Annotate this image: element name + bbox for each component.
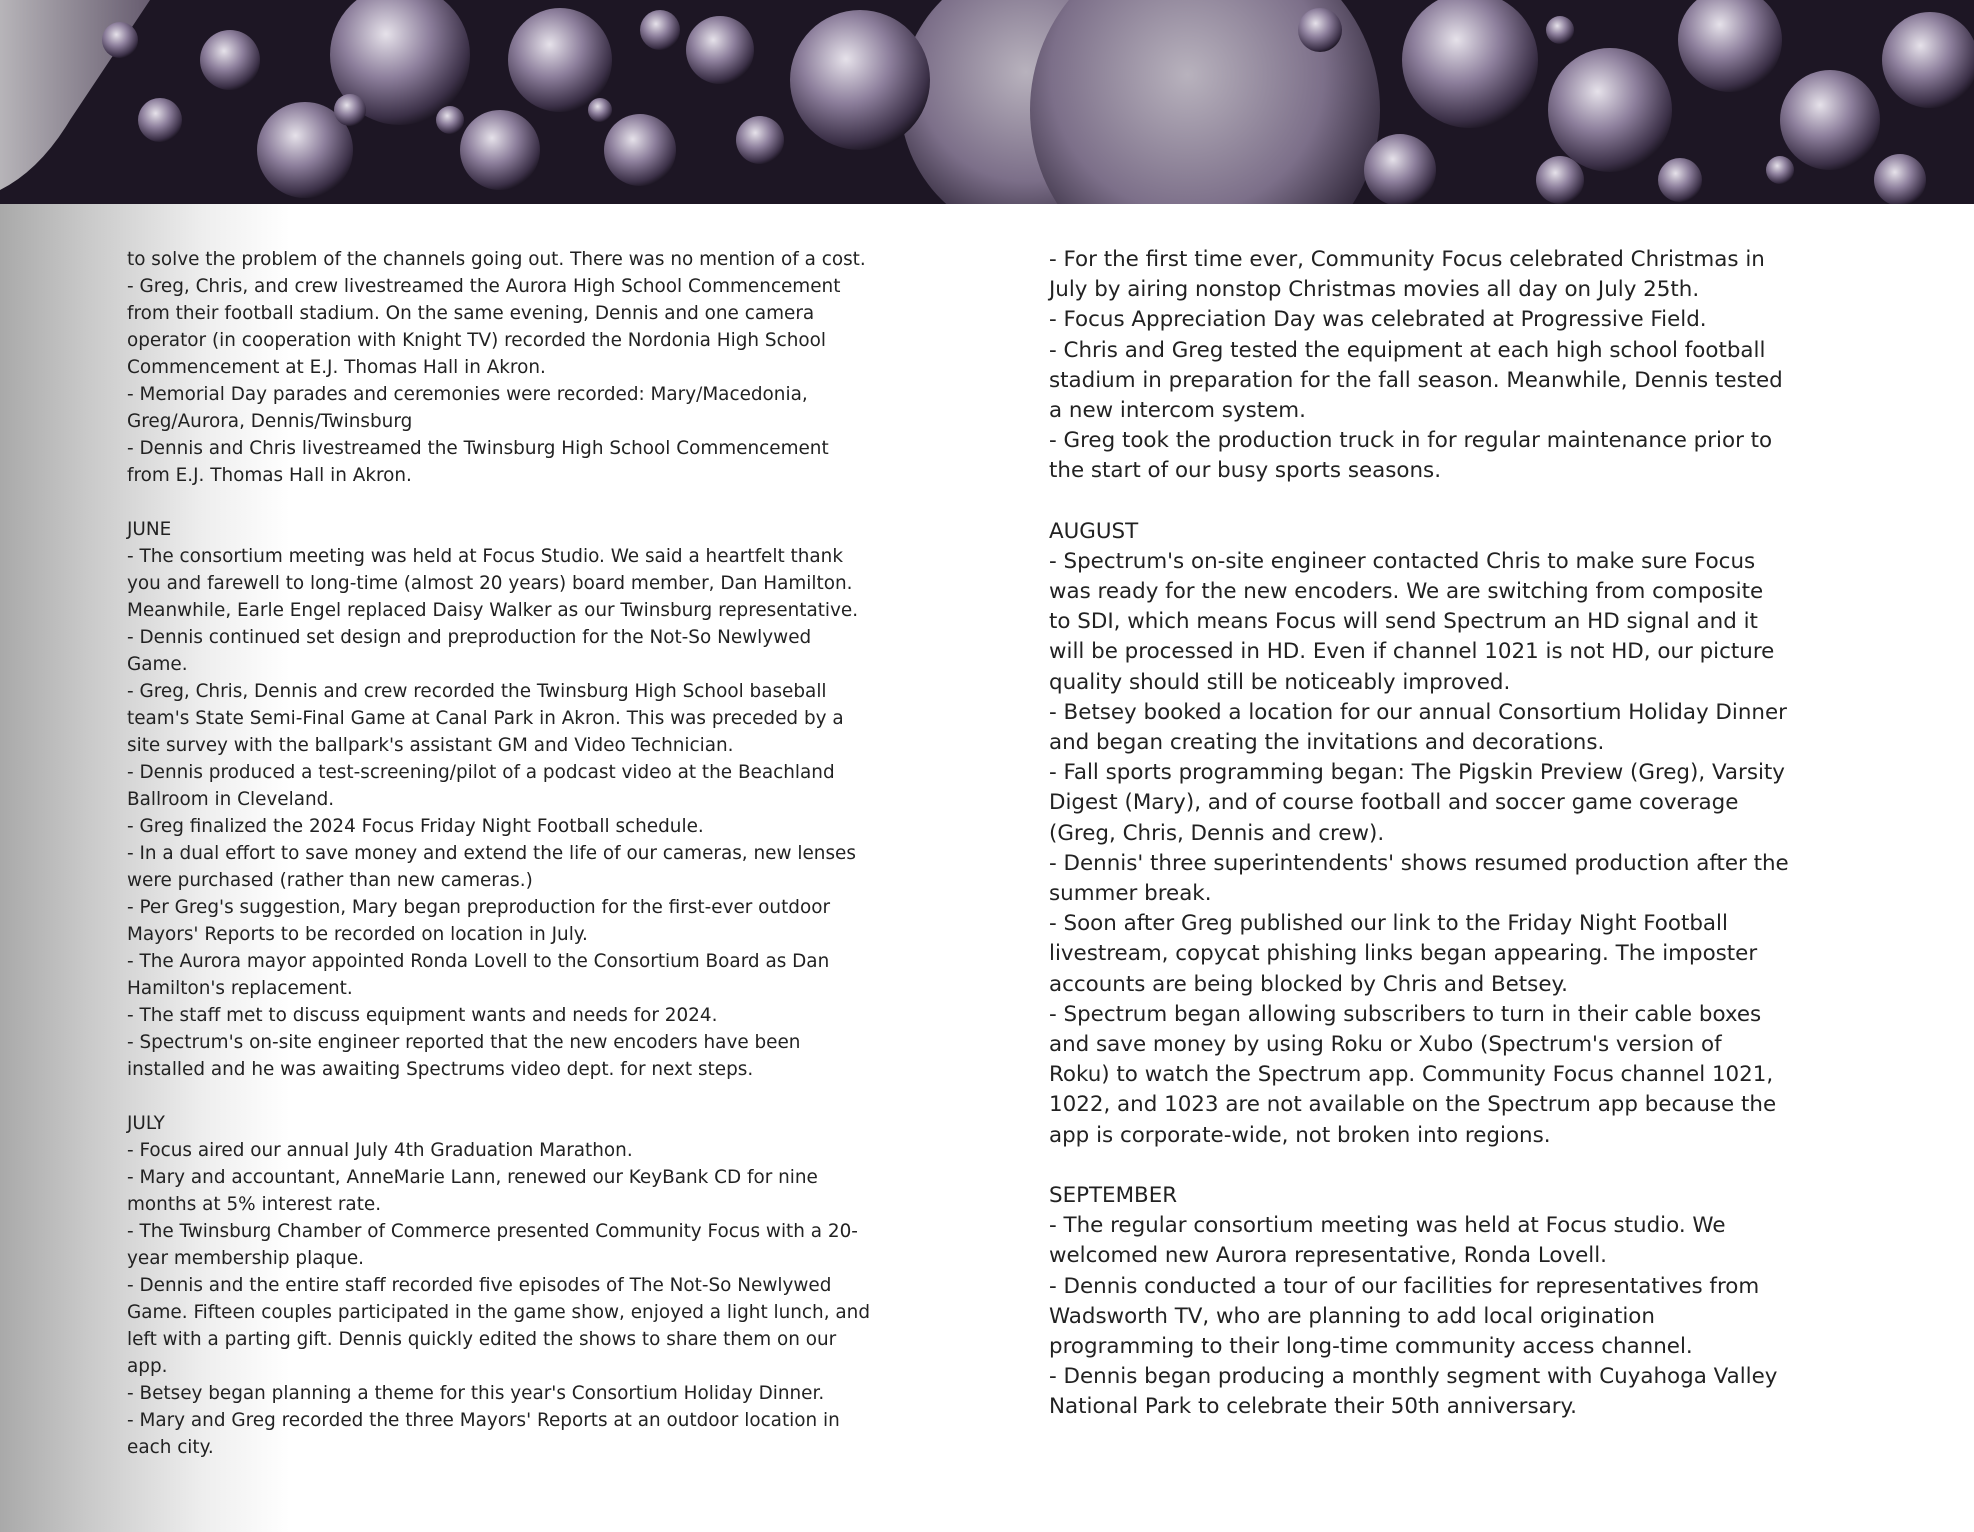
paragraph: - Betsey began planning a theme for this year's Consortium Holiday Dinner. [127,1383,825,1404]
month-heading-july: JULY [127,1113,165,1134]
left-column [127,246,872,1461]
month-heading-september: SEPTEMBER [1049,1182,1178,1208]
paragraph: - The regular consortium meeting was held at Focus studio. We welcomed new Aurora representative, Ronda Lovell. [1049,1213,1726,1269]
paragraph: - Greg, Chris, and crew livestreamed the Aurora High School Commencement from their football stadium. On the same evening, Dennis and one camera operator (in cooperation with Knight TV) recorded the Nordonia High School Commencement at E.J. Thomas Hall in Akron. [127,276,841,378]
paragraph: - Chris and Greg tested the equipment at each high school football stadium in preparation for the fall season. Meanwhile, Dennis tested a new intercom system. [1049,337,1783,424]
paragraph: - Dennis produced a test-screening/pilot of a podcast video at the Beachland Ballroom in Cleveland. [127,762,835,810]
header-banner-image [0,0,1974,204]
paragraph: - Dennis' three superintendents' shows resumed production after the summer break. [1049,850,1789,907]
paragraph: - In a dual effort to save money and extend the life of our cameras, new lenses were purchased (rather than new cameras.) [127,843,856,891]
paragraph: - Greg, Chris, Dennis and crew recorded the Twinsburg High School baseball team's State Semi-Final Game at Canal Park in Akron. This was preceded by a site survey with the ballpark's assistant GM and Video Technician. [127,681,844,756]
paragraph: - Greg took the production truck in for regular maintenance prior to the start of our busy sports seasons. [1049,428,1773,484]
paragraph: to solve the problem of the channels going out. There was no mention of a cost. [127,249,866,270]
paragraph: - Mary and Greg recorded the three Mayors' Reports at an outdoor location in each city. [127,1410,840,1458]
bubbles-photo [0,0,1974,204]
paragraph: - Betsey booked a location for our annual Consortium Holiday Dinner and began creating the invitations and decorations. [1049,699,1787,756]
paragraph: - Focus Appreciation Day was celebrated at Progressive Field. [1049,307,1707,333]
paragraph: - Dennis began producing a monthly segment with Cuyahoga Valley National Park to celebrate their 50th anniversary. [1049,1364,1778,1420]
paragraph: - Dennis and the entire staff recorded five episodes of The Not-So Newlywed Game. Fifteen couples participated in the game show, enjoyed a light lunch, and left with a parting gift. Dennis quickly edited the shows to share them on our app. [127,1275,870,1377]
paragraph: - The staff met to discuss equipment wants and needs for 2024. [127,1005,718,1026]
paragraph: - Spectrum began allowing subscribers to turn in their cable boxes and save money by using Roku or Xubo (Spectrum's version of Roku) to watch the Spectrum app. Community Focus channel 1021, 1022, and 1023 are not available on the Spectrum app because the app is corporate-wide, not broken into regions. [1049,1001,1777,1148]
month-heading-june: JUNE [127,519,172,540]
paragraph: - The consortium meeting was held at Focus Studio. We said a heartfelt thank you and farewell to long-time (almost 20 years) board member, Dan Hamilton. Meanwhile, Earle Engel replaced Daisy Walker as our Twinsburg representative. [127,546,859,621]
paragraph: - Mary and accountant, AnneMarie Lann, renewed our KeyBank CD for nine months at 5% interest rate. [127,1167,818,1215]
paragraph: - Soon after Greg published our link to the Friday Night Football livestream, copycat phishing links began appearing. The imposter accounts are being blocked by Chris and Betsey. [1049,911,1758,997]
paragraph: - Dennis and Chris livestreamed the Twinsburg High School Commencement from E.J. Thomas Hall in Akron. [127,438,829,486]
month-heading-august: AUGUST [1049,518,1139,544]
paragraph: - Fall sports programming began: The Pigskin Preview (Greg), Varsity Digest (Mary), and of course football and soccer game coverage (Greg, Chris, Dennis and crew). [1049,760,1785,846]
paragraph: - Spectrum's on-site engineer reported that the new encoders have been installed and he was awaiting Spectrums video dept. for next steps. [127,1032,801,1080]
paragraph: - For the first time ever, Community Focus celebrated Christmas in July by airing nonstop Christmas movies all day on July 25th. [1049,247,1765,303]
paragraph: - Memorial Day parades and ceremonies were recorded: Mary/Macedonia, Greg/Aurora, Dennis/Twinsburg [127,384,808,432]
paragraph: - Greg finalized the 2024 Focus Friday Night Football schedule. [127,816,704,837]
paragraph: - Per Greg's suggestion, Mary began preproduction for the first-ever outdoor Mayors' Reports to be recorded on location in July. [127,897,831,945]
paragraph: - Dennis conducted a tour of our facilities for representatives from Wadsworth TV, who are planning to add local origination programming to their long-time community access channel. [1049,1273,1760,1359]
right-column [1049,245,1789,1423]
paragraph: - Spectrum's on-site engineer contacted Chris to make sure Focus was ready for the new encoders. We are switching from composite to SDI, which means Focus will send Spectrum an HD signal and it will be processed in HD. Even if channel 1021 is not HD, our picture quality should still be noticeably improved. [1049,548,1775,695]
paragraph: - Dennis continued set design and preproduction for the Not-So Newlywed Game. [127,627,812,675]
paragraph: - Focus aired our annual July 4th Graduation Marathon. [127,1140,633,1161]
paragraph: - The Aurora mayor appointed Ronda Lovell to the Consortium Board as Dan Hamilton's replacement. [127,951,830,999]
paragraph: - The Twinsburg Chamber of Commerce presented Community Focus with a 20-year membership plaque. [127,1221,858,1269]
